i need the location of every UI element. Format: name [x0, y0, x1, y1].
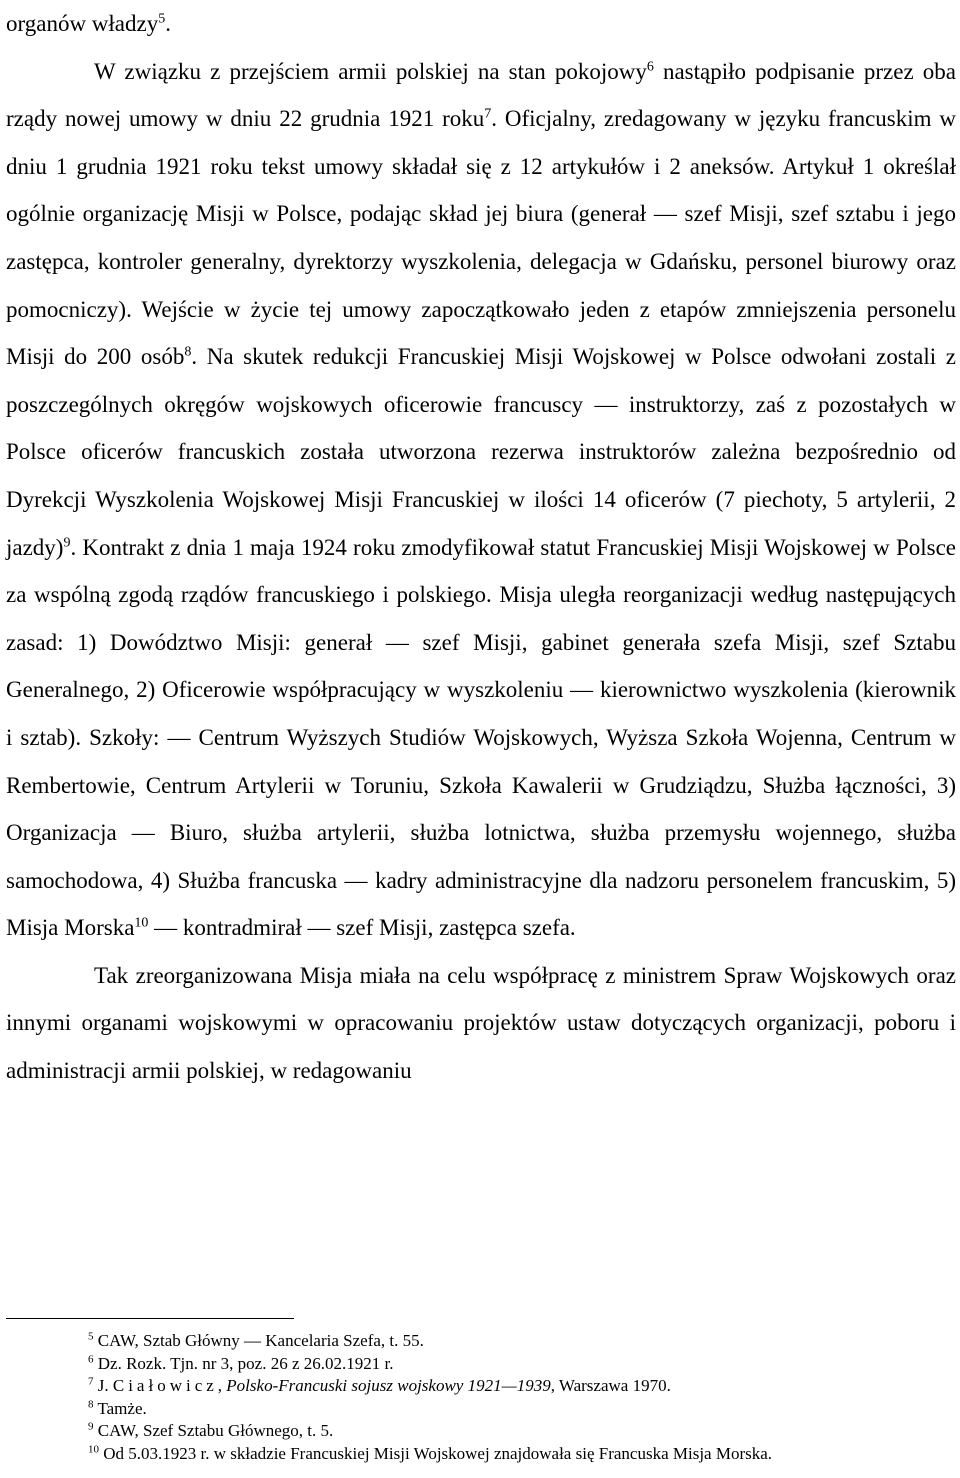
paragraph-continuation — [6, 0, 956, 48]
footnote-ref-9: 9 — [63, 534, 71, 550]
footnote-6 — [88, 1353, 948, 1376]
body-text — [6, 0, 956, 1095]
footnote-text: CAW, Szef Sztabu Głównego, t. 5. — [93, 1421, 334, 1441]
text-run: . Kontrakt z dnia 1 maja 1924 roku zmodyfikował statut Francuskiej Misji Wojskowej w Polsce za wspólną zgodą rządów francuskiego i polskiego. Misja uległa reorganizacji według następujących zasad: 1) Dowództwo Misji: generał — szef Misji, gabinet generała szefa Misji, szef Sztabu Generalnego, 2) Oficerowie współpracujący w wyszkoleniu — kierownictwo wyszkolenia (kierownik i sztab). Szkoły: — Centrum Wyższych Studiów Wojskowych, Wyższa Szkoła Wojenna, Centrum w Rembertowie, Centrum Artylerii w Toruniu, Szkoła Kawalerii w Grudziądzu, Służba łączności, 3) Organizacja — Biuro, służba artylerii, służba lotnictwa, służba przemysłu wojennego, służba samochodowa, 4) Służba francuska — kadry administracyjne dla nadzoru personelem francuskim, 5) Misja Morska — [6, 534, 956, 941]
footnote-ref-8: 8 — [184, 344, 192, 360]
text-run: organów władzy — [6, 11, 159, 36]
footnote-text: J. — [93, 1376, 113, 1396]
footnote-text: Dz. Rozk. Tjn. nr 3, poz. 26 z 26.02.1921 r. — [93, 1353, 394, 1373]
footnote-number: 7 — [88, 1375, 94, 1388]
footnote-9 — [88, 1420, 948, 1443]
footnote-separator — [6, 1318, 294, 1319]
footnote-text: , Warszawa 1970. — [550, 1376, 671, 1396]
text-run: nastąpiło podpisanie przez oba rządy nowej umowy w dniu 22 grudnia 1921 roku — [6, 58, 956, 132]
text-run: W związku z przejściem armii polskiej na stan pokojowy — [94, 58, 647, 84]
text-run: . Na skutek redukcji Francuskiej Misji Wojskowej w Polsce odwołani zostali z poszczególnych okręgów wojskowych oficerowie francuscy — instruktorzy, zaś z pozostałych w Polsce oficerów francuskich została utworzona rezerwa instruktorów zależna bezpośrednio od Dyrekcji Wyszkolenia Wojskowej Misji Francuskiej w ilości 14 oficerów (7 piechoty, 5 artylerii, 2 jazdy) — [6, 344, 956, 560]
footnote-number: 9 — [88, 1420, 94, 1433]
paragraph-main — [6, 48, 956, 952]
footnote-10 — [88, 1443, 948, 1466]
footnote-8 — [88, 1398, 948, 1421]
footnote-author: Ciałowicz — [112, 1376, 218, 1396]
footnote-ref-10: 10 — [134, 915, 149, 931]
text-run: . Oficjalny, zredagowany w języku francuskim w dniu 1 grudnia 1921 roku tekst umowy składał się z 12 artykułów i 2 aneksów. Artykuł 1 określał ogólnie organizację Misji w Polsce, podając skład jej biura (generał — szef Misji, szef sztabu i jego zastępca, kontroler generalny, dyrektorzy wyszkolenia, delegacja w Gdańsku, personel biurowy oraz pomocniczy). Wejście w życie tej umowy zapoczątkowało jeden z etapów zmniejszenia personelu Misji do 200 osób — [6, 106, 956, 370]
footnote-text: , — [217, 1376, 227, 1396]
footnote-title: Polsko-Francuski sojusz wojskowy 1921—1939 — [226, 1376, 551, 1396]
footnote-number: 5 — [88, 1330, 94, 1343]
footnote-text: Tamże. — [93, 1398, 147, 1418]
footnote-ref-7: 7 — [484, 106, 492, 122]
footnotes — [88, 1330, 948, 1466]
footnote-number: 6 — [88, 1352, 94, 1365]
text-run: — kontradmirał — szef Misji, zastępca szefa. — [148, 915, 576, 941]
text-run: . — [165, 11, 171, 36]
footnote-5 — [88, 1330, 948, 1353]
footnote-text: Od 5.03.1923 r. w składzie Francuskiej Misji Wojskowej znajdowała się Francuska Misja Morska. — [99, 1443, 773, 1463]
paragraph-final — [6, 952, 956, 1095]
text-run: Tak zreorganizowana Misja miała na celu współpracę z ministrem Spraw Wojskowych oraz innymi organami wojskowymi w opracowaniu projektów ustaw dotyczących organizacji, poboru i administracji armii polskiej, w redagowaniu — [6, 962, 956, 1084]
footnote-number: 10 — [88, 1443, 99, 1456]
document-page — [6, 0, 956, 1095]
footnote-ref-6: 6 — [646, 58, 654, 74]
footnote-text: CAW, Sztab Główny — Kancelaria Szefa, t. 55. — [93, 1331, 424, 1350]
footnote-ref-5: 5 — [158, 11, 166, 27]
footnote-number: 8 — [88, 1398, 94, 1411]
footnote-7 — [88, 1375, 948, 1398]
